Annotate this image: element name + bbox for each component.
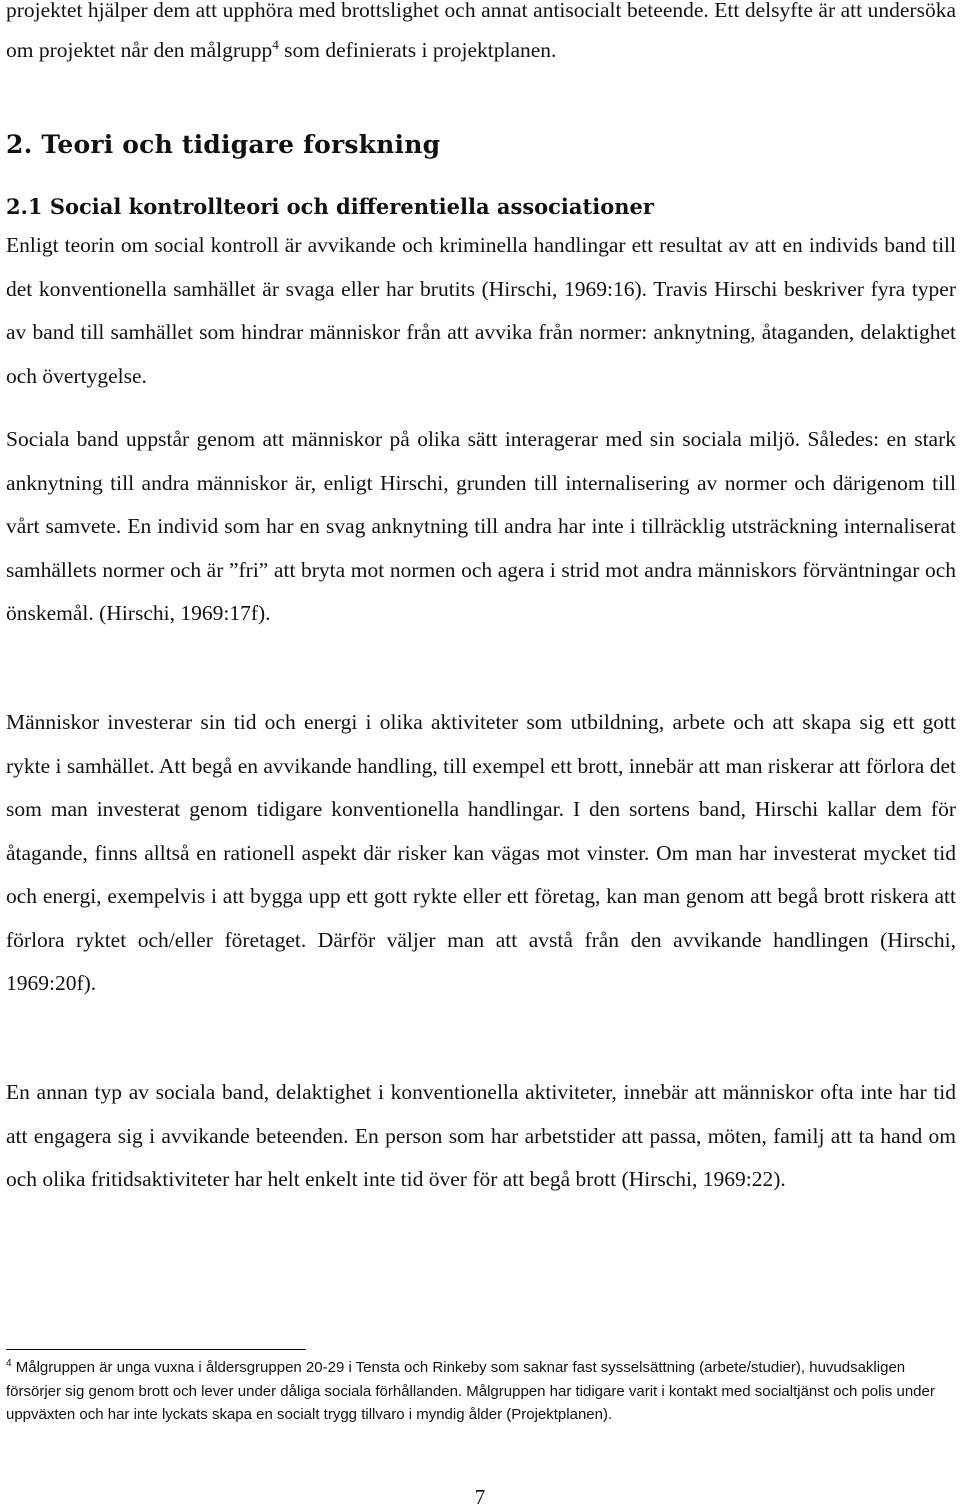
subsection-heading: 2.1 Social kontrollteori och differentiella associationer (6, 194, 654, 219)
footnote-reference: 4 (272, 36, 279, 52)
intro-text-end: som definierats i projektplanen. (278, 38, 557, 62)
footnote-separator (6, 1349, 306, 1350)
intro-paragraph (6, 0, 956, 70)
footnote-number: 4 (6, 1358, 12, 1369)
section-heading: 2. Teori och tidigare forskning (6, 130, 441, 159)
intro-text: projektet hjälper dem att upphöra med brottslighet och annat antisocialt beteende. Ett delsyfte är att undersöka om projektet når den målgrupp (6, 0, 956, 62)
footnote (6, 1356, 936, 1427)
paragraph-commitment: Människor investerar sin tid och energi i olika aktiviteter som utbildning, arbete och att skapa sig ett gott rykte i samhället. Att begå en avvikande handling, till exempel ett brott, innebär att man riskerar att förlora det som man investerat genom tidigare konventionella handlingar. I den sortens band, Hirschi kallar dem för åtagande, finns alltså en rationell aspekt där risker kan vägas mot vinster. Om man har investerat mycket tid och energi, exempelvis i att bygga upp ett gott rykte eller ett företag, kan man genom att begå brott riskera att förlora ryktet och/eller företaget. Därför väljer man att avstå från den avvikande handlingen (Hirschi, 1969:20f). (6, 710, 956, 995)
paragraph-social-control: Enligt teorin om social kontroll är avvikande och kriminella handlingar ett resultat av att en individs band till det konventionella samhället är svaga eller har brutits (Hirschi, 1969:16). Travis Hirschi beskriver fyra typer av band till samhället som hindrar människor från att avvika från normer: anknytning, åtaganden, delaktighet och övertygelse. (6, 233, 956, 388)
page-number: 7 (474, 1485, 486, 1509)
footnote-text: Målgruppen är unga vuxna i åldersgruppen 20-29 i Tensta och Rinkeby som saknar fast sysselsättning (arbete/studier), huvudsakligen försörjer sig genom brott och lever under dåliga sociala förhållanden. Målgruppen har tidigare varit i kontakt med socialtjänst och polis under uppväxten och har inte lyckats skapa en socialt trygg tillvaro i myndig ålder (Projektplanen). (6, 1359, 935, 1423)
paragraph-social-bonds: Sociala band uppstår genom att människor på olika sätt interagerar med sin sociala miljö. Således: en stark anknytning till andra människor är, enligt Hirschi, grunden till internalisering av normer och därigenom till vårt samvete. En individ som har en svag anknytning till andra har inte i tillräcklig utsträckning internaliserat samhällets normer och är ”fri” att bryta mot normen och agera i strid mot andra människors förväntningar och önskemål. (Hirschi, 1969:17f). (6, 427, 956, 625)
paragraph-involvement: En annan typ av sociala band, delaktighet i konventionella aktiviteter, innebär att människor ofta inte har tid att engagera sig i avvikande beteenden. En person som har arbetstider att passa, möten, familj att ta hand om och olika fritidsaktiviteter har helt enkelt inte tid över för att begå brott (Hirschi, 1969:22). (6, 1080, 956, 1191)
